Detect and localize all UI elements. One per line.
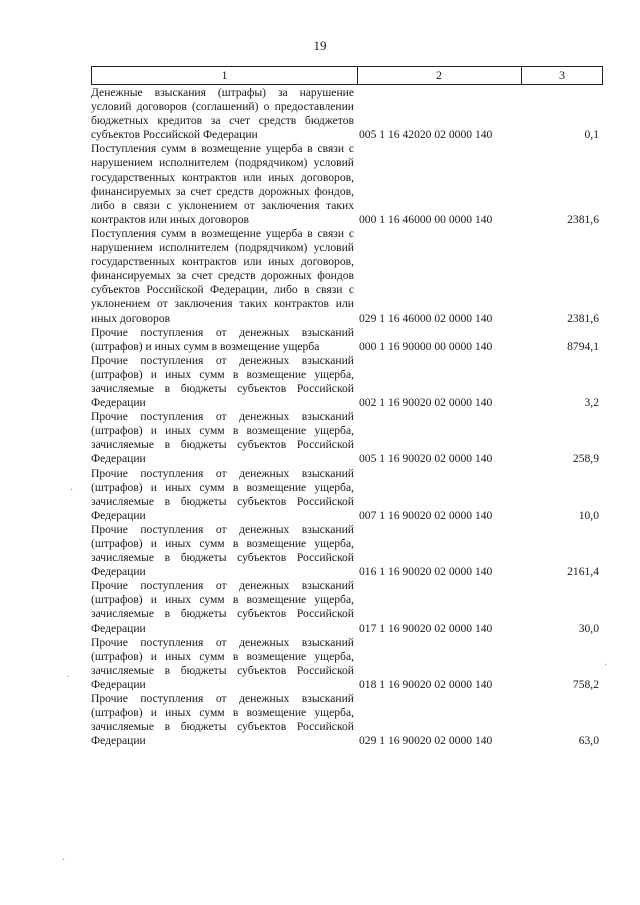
header-col-1: 1: [92, 67, 358, 84]
row-amount: 2381,6: [567, 311, 599, 325]
table-row: [91, 410, 611, 466]
table-row: [91, 692, 611, 748]
row-amount: 8794,1: [567, 339, 599, 353]
table-row: [91, 636, 611, 692]
row-description: Прочие поступления от денежных взысканий (штрафов) и иных сумм в возмещение ущерба, зачисляемые в бюджеты субъектов Российской Федерации: [91, 579, 354, 635]
row-description: Поступления сумм в возмещение ущерба в связи с нарушением исполнителем (подрядчиком) условий государственных контрактов или иных договоров, финансируемых за счет средств дорожных фондов субъектов Российской Федерации, либо в связи с уклонением от заключения таких контрактов или иных договоров: [91, 226, 354, 325]
row-description: Прочие поступления от денежных взысканий (штрафов) и иных сумм в возмещение ущерба, зачисляемые в бюджеты субъектов Российской Федерации: [91, 692, 354, 748]
row-amount: 258,9: [572, 452, 599, 466]
table-body: [91, 86, 611, 748]
row-description: Денежные взыскания (штрафы) за нарушение условий договоров (соглашений) о предоставлении бюджетных кредитов за счет средств бюджетов субъектов Российской Федерации: [91, 86, 354, 142]
scan-speck: ·: [66, 672, 70, 683]
row-description: Прочие поступления от денежных взысканий (штрафов) и иных сумм в возмещение ущерба, зачисляемые в бюджеты субъектов Российской Федерации: [91, 353, 354, 410]
row-code: 005 1 16 90020 02 0000 140: [359, 452, 493, 466]
row-code: 000 1 16 90000 00 0000 140: [359, 339, 493, 353]
table-row: [91, 142, 611, 227]
row-code: 016 1 16 90020 02 0000 140: [359, 565, 493, 579]
row-description: Поступления сумм в возмещение ущерба в связи с нарушением исполнителем (подрядчиком) условий государственных контрактов или иных договоров, финансируемых за счет средств дорожных фондов, либо в связи с уклонением от заключения таких контрактов или иных договоров: [91, 142, 354, 226]
scan-speck: ·: [70, 485, 74, 496]
page-number: 19: [313, 38, 327, 53]
row-amount: 63,0: [578, 734, 599, 748]
row-description: Прочие поступления от денежных взысканий (штрафов) и иных сумм в возмещение ущерба: [91, 325, 354, 353]
scan-speck: ·: [62, 855, 66, 866]
row-description: Прочие поступления от денежных взысканий (штрафов) и иных сумм в возмещение ущерба, зачисляемые в бюджеты субъектов Российской Федерации: [91, 635, 354, 691]
row-code: 002 1 16 90020 02 0000 140: [359, 396, 493, 410]
table-header: [91, 66, 603, 85]
scan-speck: ·: [604, 660, 608, 671]
table-row: [91, 467, 611, 523]
row-amount: 3,2: [584, 396, 599, 410]
row-amount: 0,1: [584, 128, 599, 142]
row-description: Прочие поступления от денежных взысканий (штрафов) и иных сумм в возмещение ущерба, зачисляемые в бюджеты субъектов Российской Федерации: [91, 522, 354, 579]
row-code: 029 1 16 46000 02 0000 140: [359, 311, 493, 325]
row-code: 000 1 16 46000 00 0000 140: [359, 212, 493, 226]
table-row: [91, 86, 611, 142]
row-amount: 30,0: [578, 621, 599, 635]
table-row: [91, 354, 611, 410]
row-code: 017 1 16 90020 02 0000 140: [359, 621, 493, 635]
header-col-3: 3: [559, 68, 565, 82]
row-description: Прочие поступления от денежных взысканий (штрафов) и иных сумм в возмещение ущерба, зачисляемые в бюджеты субъектов Российской Федерации: [91, 410, 354, 466]
row-description: Прочие поступления от денежных взысканий (штрафов) и иных сумм в возмещение ущерба, зачисляемые в бюджеты субъектов Российской Федерации: [91, 466, 354, 522]
row-code: 007 1 16 90020 02 0000 140: [359, 508, 493, 522]
row-amount: 2381,6: [567, 212, 599, 226]
table-row: [91, 227, 611, 326]
row-code: 018 1 16 90020 02 0000 140: [359, 677, 493, 691]
row-code: 029 1 16 90020 02 0000 140: [359, 734, 493, 748]
row-amount: 758,2: [572, 677, 599, 691]
header-col-2: 2: [357, 67, 522, 84]
row-code: 005 1 16 42020 02 0000 140: [359, 128, 493, 142]
row-amount: 10,0: [578, 508, 599, 522]
row-amount: 2161,4: [567, 565, 599, 579]
table-row: [91, 523, 611, 579]
table-row: [91, 326, 611, 354]
table-row: [91, 579, 611, 635]
